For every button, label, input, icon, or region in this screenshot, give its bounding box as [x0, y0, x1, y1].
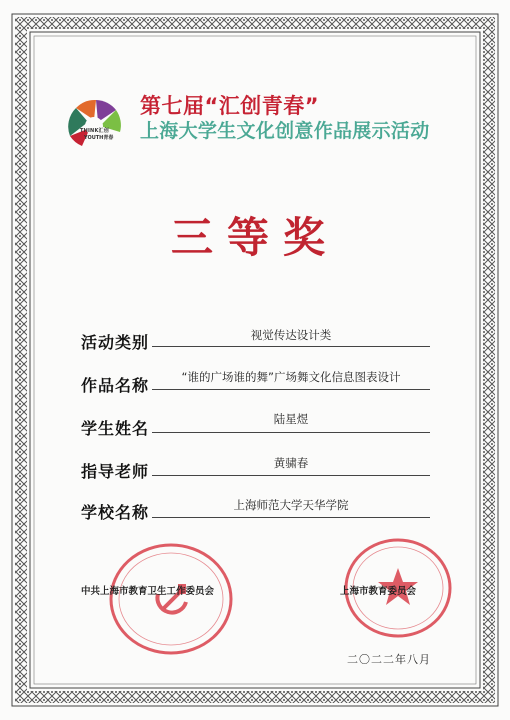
issuer-left: 中共上海市教育卫生工作委员会	[81, 586, 215, 597]
field-value-school: 上海师范大学天华学院	[233, 498, 349, 512]
field-label-work: 作品名称	[81, 376, 150, 395]
field-label-student: 学生姓名	[81, 419, 150, 438]
issuer-right: 上海市教育委员会	[340, 586, 417, 597]
logo-text-think: THINK汇创	[80, 128, 109, 134]
field-value-work: “谁的广场谁的舞”广场舞文化信息图表设计	[181, 370, 401, 384]
field-underline	[152, 517, 430, 518]
think-youth-logo	[62, 92, 128, 150]
field-label-school: 学校名称	[81, 503, 150, 522]
field-value-advisor: 黄骕春	[273, 456, 309, 470]
field-value-category: 视觉传达设计类	[250, 328, 332, 342]
field-underline	[152, 432, 430, 433]
award-title: 三等奖	[170, 213, 339, 262]
field-underline	[152, 346, 430, 347]
event-title: 第七届“汇创青春”	[140, 94, 320, 118]
issue-date: 二〇二二年八月	[347, 653, 431, 666]
field-value-student: 陆星煜	[273, 412, 309, 426]
field-underline	[152, 475, 430, 476]
field-underline	[152, 389, 430, 390]
logo-text-youth: YOUTH青春	[84, 135, 114, 141]
left-official-seal	[106, 540, 236, 658]
field-label-advisor: 指导老师	[81, 462, 150, 481]
field-label-category: 活动类别	[81, 333, 150, 352]
event-subtitle: 上海大学生文化创意作品展示活动	[140, 120, 430, 142]
